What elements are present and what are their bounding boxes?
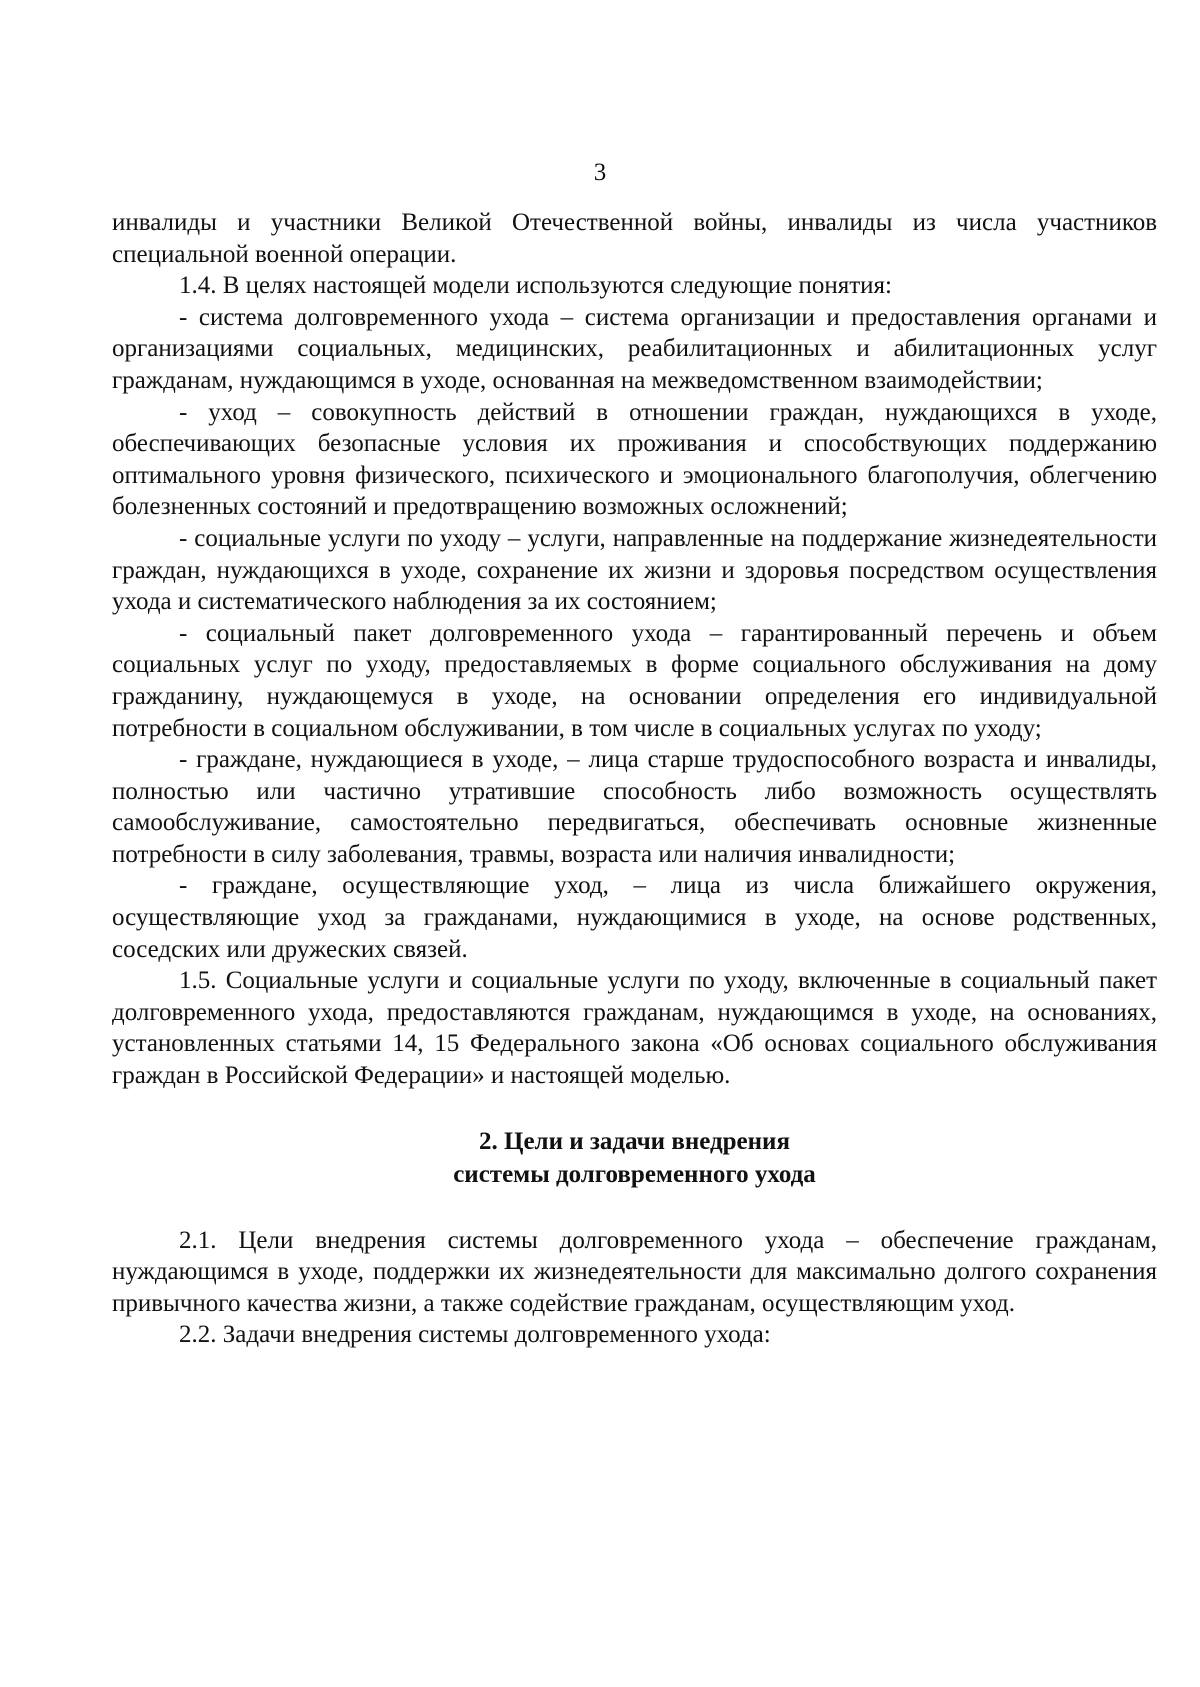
definition-citizens-in-need: - граждане, нуждающиеся в уходе, – лица старше трудоспособного возраста и инвалиды, полностью или частично утратившие способность либо возможность осуществлять самообслуживание, самостоятельно передвигаться, обеспечивать основные жизненные потребности в силу заболевания, травмы, возраста или наличия инвалидности; bbox=[112, 746, 1157, 868]
page-number: 3 bbox=[593, 159, 607, 186]
section-heading-line-2: системы долговременного ухода bbox=[453, 1160, 816, 1188]
paragraph-2-1: 2.1. Цели внедрения системы долговременного ухода – обеспечение гражданам, нуждающимся в уходе, поддержки их жизнедеятельности для максимально долгого сохранения привычного качества жизни, а также содействие гражданам, осуществляющим уход. bbox=[112, 1226, 1157, 1317]
paragraph-2-2: 2.2. Задачи внедрения системы долговременного ухода: bbox=[179, 1321, 771, 1349]
definition-system: - система долговременного ухода – система организации и предоставления органами и организациями социальных, медицинских, реабилитационных и абилитационных услуг гражданам, нуждающимся в уходе, основанная на межведомственном взаимодействии; bbox=[112, 303, 1157, 394]
document-body bbox=[112, 207, 1157, 1351]
section-heading bbox=[112, 1125, 1157, 1191]
definition-caregivers: - граждане, осуществляющие уход, – лица из числа ближайшего окружения, осуществляющие уход за гражданами, нуждающимися в уходе, на основе родственных, соседских или дружеских связей. bbox=[112, 872, 1157, 963]
definition-care: - уход – совокупность действий в отношении граждан, нуждающихся в уходе, обеспечивающих безопасные условия их проживания и способствующих поддержанию оптимального уровня физического, психического и эмоционального благополучия, облегчению болезненных состояний и предотвращению возможных осложнений; bbox=[112, 398, 1157, 521]
paragraph-continuation: инвалиды и участники Великой Отечественной войны, инвалиды из числа участников специальной военной операции. bbox=[112, 209, 1157, 268]
section-heading-line-1: 2. Цели и задачи внедрения bbox=[479, 1127, 790, 1155]
paragraph-1-5: 1.5. Социальные услуги и социальные услуги по уходу, включенные в социальный пакет долговременного ухода, предоставляются гражданам, нуждающимся в уходе, на основаниях, установленных статьями 14, 15 Федерального закона «Об основах социального обслуживания граждан в Российской Федерации» и настоящей моделью. bbox=[112, 967, 1157, 1090]
paragraph-1-4: 1.4. В целях настоящей модели используются следующие понятия: bbox=[179, 272, 892, 300]
definition-social-services: - социальные услуги по уходу – услуги, направленные на поддержание жизнедеятельности граждан, нуждающихся в уходе, сохранение их жизни и здоровья посредством осуществления ухода и систематического наблюдения за их состоянием; bbox=[112, 524, 1157, 616]
definition-social-package: - социальный пакет долговременного ухода – гарантированный перечень и объем социальных услуг по уходу, предоставляемых в форме социального обслуживания на дому гражданину, нуждающемуся в уходе, на основании определения его индивидуальной потребности в социальном обслуживании, в том числе в социальных услугах по уходу; bbox=[112, 619, 1157, 742]
